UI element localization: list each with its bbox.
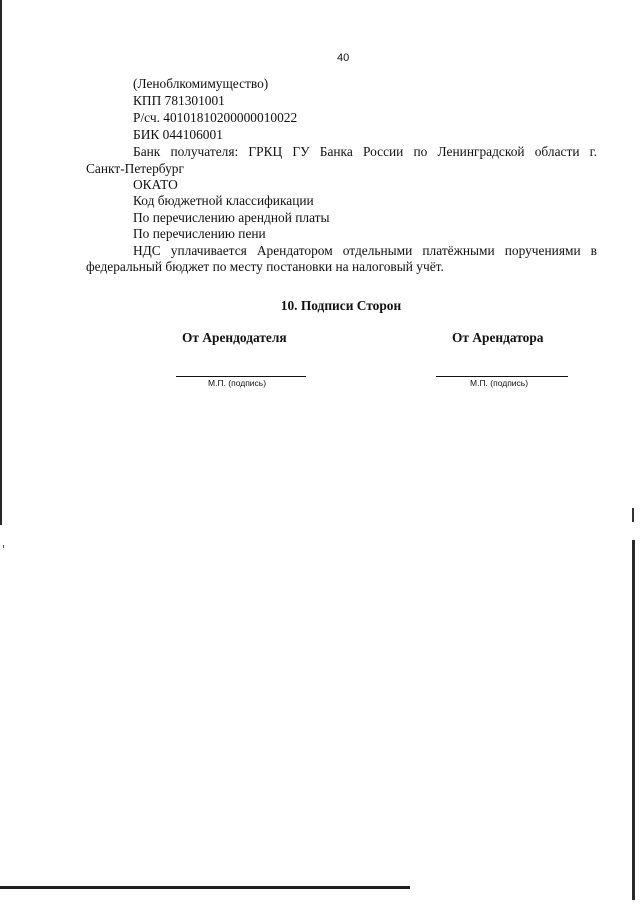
recipient-name: (Леноблкомимущество) (133, 76, 269, 91)
okato-line: ОКАТО (133, 177, 178, 192)
scan-edge-bottom (0, 886, 410, 889)
tenant-heading: От Арендатора (452, 330, 544, 345)
landlord-signature-line (176, 376, 306, 377)
bank-line-2: Санкт-Петербург (86, 161, 184, 176)
penalty-payment-line: По перечислению пени (133, 226, 266, 241)
landlord-signature-caption: М.П. (подпись) (208, 378, 267, 388)
scan-edge-left (0, 0, 2, 525)
rent-payment-line: По перечислению арендной платы (133, 210, 330, 225)
page-number: 40 (337, 52, 350, 64)
vat-line-2: федеральный бюджет по месту постановки на налоговый учёт. (86, 259, 444, 274)
scan-mark (632, 508, 634, 522)
landlord-heading: От Арендодателя (182, 330, 287, 345)
tenant-signature-caption: М.П. (подпись) (470, 378, 529, 388)
bank-line-1: Банк получателя: ГРКЦ ГУ Банка России по Ленинградской области г. (133, 144, 597, 159)
scan-mark (3, 545, 4, 548)
section-title: 10. Подписи Сторон (280, 298, 402, 313)
scan-edge-right (632, 540, 635, 900)
account-line: Р/сч. 40101810200000010022 (133, 110, 298, 125)
bik-line: БИК 044106001 (133, 127, 223, 142)
tenant-signature-line (436, 376, 568, 377)
budget-code-line: Код бюджетной классификации (133, 193, 314, 208)
vat-line-1: НДС уплачивается Арендатором отдельными платёжными поручениями в (133, 243, 597, 258)
kpp-line: КПП 781301001 (133, 93, 225, 108)
